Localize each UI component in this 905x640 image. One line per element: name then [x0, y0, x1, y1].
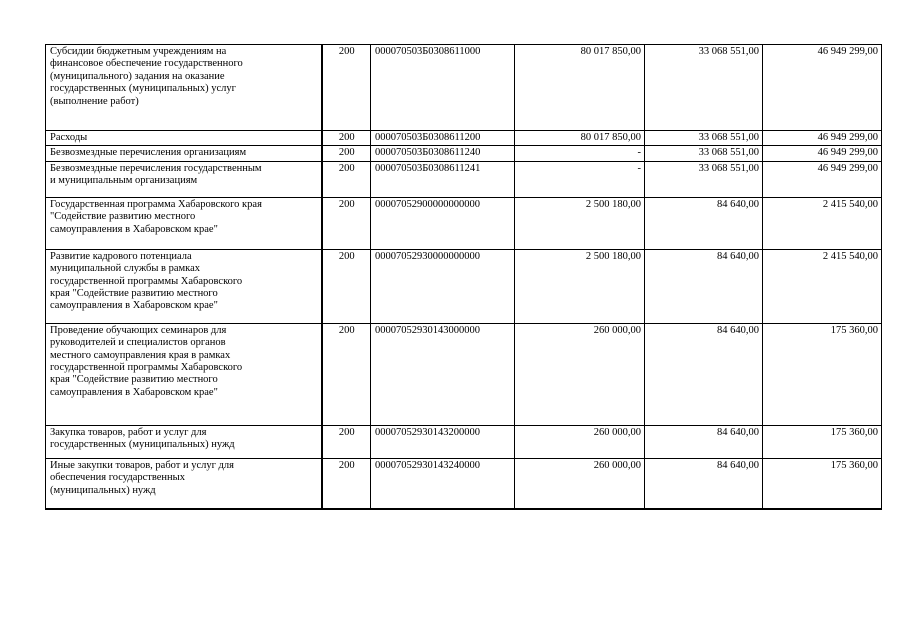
table-row [46, 131, 882, 146]
row-name-cell: Иные закупки товаров, работ и услуг для обеспечения государственных (муниципальных) нужд [46, 458, 322, 509]
table-row [46, 249, 882, 323]
table-row [46, 197, 882, 249]
budget-execution-table [45, 44, 882, 510]
table-row [46, 146, 882, 161]
row-assigned-cell: 2 500 180,00 [515, 197, 645, 249]
row-unexecuted-cell: 175 360,00 [763, 323, 882, 425]
row-executed-cell: 33 068 551,00 [645, 45, 763, 131]
row-code-cell: 200 [322, 425, 371, 458]
row-kbk-cell: 00007052900000000000 [371, 197, 515, 249]
row-assigned-cell: 260 000,00 [515, 323, 645, 425]
row-assigned-cell: - [515, 161, 645, 197]
row-unexecuted-cell: 2 415 540,00 [763, 197, 882, 249]
row-unexecuted-cell: 46 949 299,00 [763, 131, 882, 146]
row-code-cell: 200 [322, 131, 371, 146]
row-executed-cell: 33 068 551,00 [645, 146, 763, 161]
row-assigned-cell: 2 500 180,00 [515, 249, 645, 323]
row-name-cell: Закупка товаров, работ и услуг для государственных (муниципальных) нужд [46, 425, 322, 458]
row-unexecuted-cell: 175 360,00 [763, 425, 882, 458]
table-row [46, 458, 882, 509]
row-executed-cell: 84 640,00 [645, 323, 763, 425]
row-code-cell: 200 [322, 146, 371, 161]
row-unexecuted-cell: 46 949 299,00 [763, 45, 882, 131]
row-kbk-cell: 00007052930000000000 [371, 249, 515, 323]
row-kbk-cell: 000070503Б0308611241 [371, 161, 515, 197]
row-executed-cell: 84 640,00 [645, 458, 763, 509]
row-unexecuted-cell: 46 949 299,00 [763, 146, 882, 161]
row-name-cell: Государственная программа Хабаровского края "Содействие развитию местного самоуправления в Хабаровском крае" [46, 197, 322, 249]
row-assigned-cell: 260 000,00 [515, 425, 645, 458]
row-kbk-cell: 00007052930143240000 [371, 458, 515, 509]
row-code-cell: 200 [322, 458, 371, 509]
row-executed-cell: 33 068 551,00 [645, 161, 763, 197]
row-name-cell: Субсидии бюджетным учреждениям на финансовое обеспечение государственного (муниципального) задания на оказание государственных (муниципальных) услуг (выполнение работ) [46, 45, 322, 131]
row-name-cell: Безвозмездные перечисления государственным и муниципальным организациям [46, 161, 322, 197]
row-kbk-cell: 000070503Б0308611000 [371, 45, 515, 131]
row-code-cell: 200 [322, 197, 371, 249]
row-kbk-cell: 00007052930143200000 [371, 425, 515, 458]
row-assigned-cell: 260 000,00 [515, 458, 645, 509]
row-unexecuted-cell: 2 415 540,00 [763, 249, 882, 323]
table-row [46, 425, 882, 458]
row-assigned-cell: 80 017 850,00 [515, 45, 645, 131]
row-kbk-cell: 00007052930143000000 [371, 323, 515, 425]
row-code-cell: 200 [322, 161, 371, 197]
table-row [46, 161, 882, 197]
row-code-cell: 200 [322, 45, 371, 131]
row-assigned-cell: 80 017 850,00 [515, 131, 645, 146]
row-name-cell: Развитие кадрового потенциала муниципальной службы в рамках государственной программы Хабаровского края "Содействие развитию местного самоуправления в Хабаровском крае" [46, 249, 322, 323]
row-name-cell: Расходы [46, 131, 322, 146]
row-unexecuted-cell: 46 949 299,00 [763, 161, 882, 197]
row-executed-cell: 84 640,00 [645, 249, 763, 323]
row-kbk-cell: 000070503Б0308611240 [371, 146, 515, 161]
row-code-cell: 200 [322, 249, 371, 323]
table-row [46, 323, 882, 425]
row-name-cell: Безвозмездные перечисления организациям [46, 146, 322, 161]
row-executed-cell: 84 640,00 [645, 197, 763, 249]
row-kbk-cell: 000070503Б0308611200 [371, 131, 515, 146]
row-assigned-cell: - [515, 146, 645, 161]
row-code-cell: 200 [322, 323, 371, 425]
row-executed-cell: 84 640,00 [645, 425, 763, 458]
table-row [46, 45, 882, 131]
row-name-cell: Проведение обучающих семинаров для руководителей и специалистов органов местного самоуправления края в рамках государственной программы Хабаровского края "Содействие развитию местного самоуправления в Хабаровском крае" [46, 323, 322, 425]
row-unexecuted-cell: 175 360,00 [763, 458, 882, 509]
row-executed-cell: 33 068 551,00 [645, 131, 763, 146]
